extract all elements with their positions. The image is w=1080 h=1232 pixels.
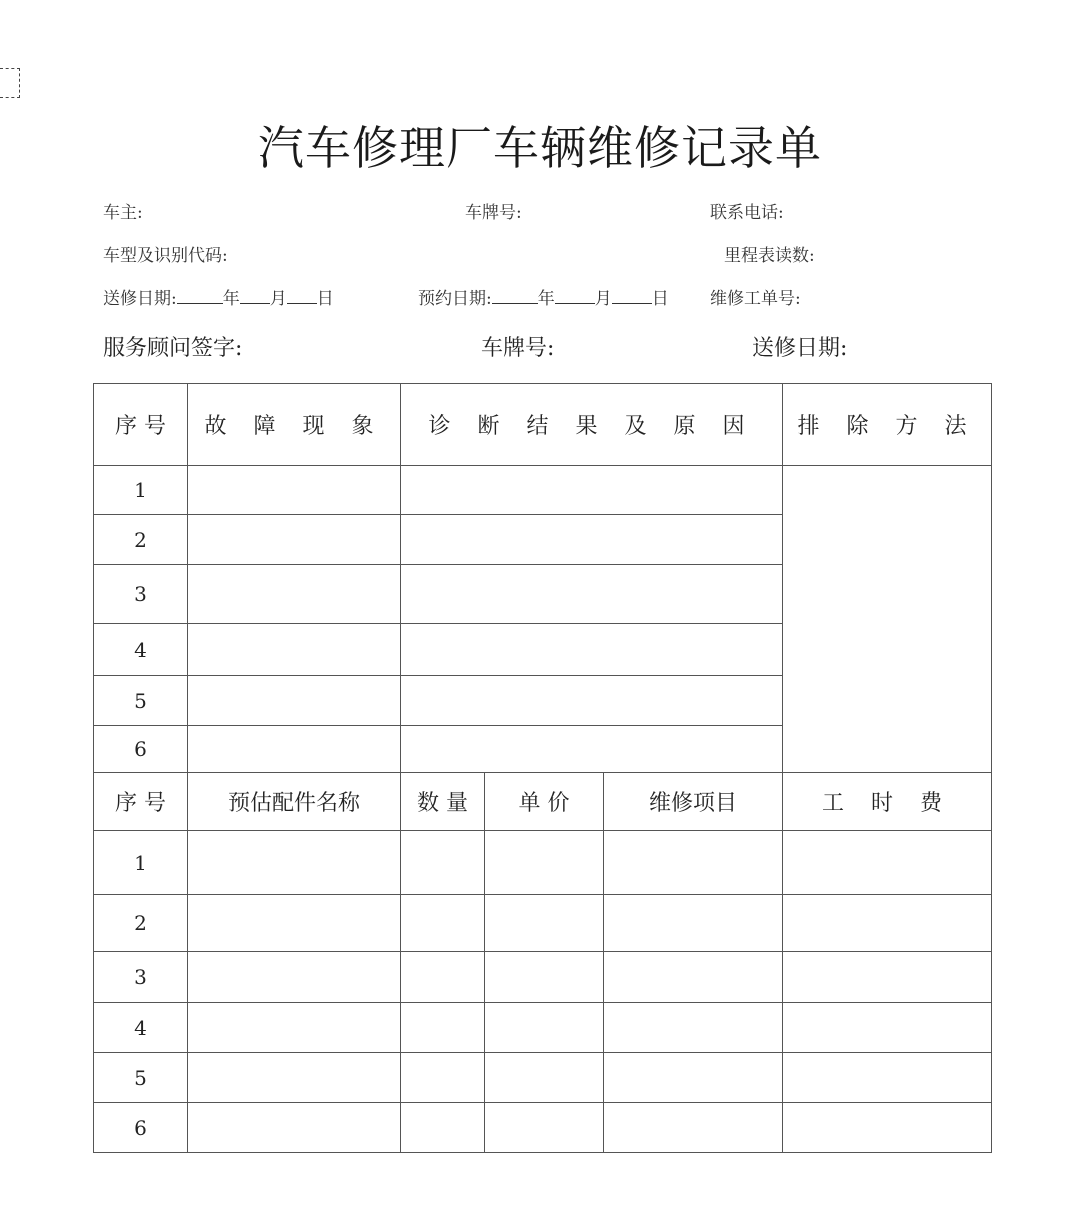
row-number: 5 [94, 1053, 188, 1103]
quantity-cell[interactable] [401, 952, 485, 1003]
appt-month-blank[interactable] [555, 287, 595, 304]
model-vin-field[interactable] [103, 241, 228, 266]
fault-symptom-cell[interactable] [188, 726, 401, 773]
quantity-cell[interactable] [401, 831, 485, 895]
header-quantity: 数 量 [401, 773, 485, 831]
part-name-cell[interactable] [188, 1053, 401, 1103]
appt-day-blank[interactable] [612, 287, 652, 304]
unit-price-cell[interactable] [485, 1103, 604, 1153]
table-row [94, 466, 992, 515]
diagnosis-cell[interactable] [401, 726, 783, 773]
part-name-cell[interactable] [188, 1103, 401, 1153]
work-order-field[interactable] [710, 284, 801, 309]
year-label: 年 [537, 289, 555, 309]
header-serial-no: 序 号 [94, 384, 188, 466]
advisor-signature-field[interactable] [103, 331, 242, 362]
unit-price-cell[interactable] [485, 831, 604, 895]
repair-item-cell[interactable] [604, 1103, 783, 1153]
quantity-cell[interactable] [401, 1003, 485, 1053]
row-number: 5 [94, 676, 188, 726]
repair-item-cell[interactable] [604, 1003, 783, 1053]
plate-label: 车牌号: [465, 203, 522, 223]
fault-symptom-cell[interactable] [188, 466, 401, 515]
quantity-cell[interactable] [401, 1053, 485, 1103]
corner-crop-mark [0, 68, 20, 98]
table-row [94, 831, 992, 895]
phone-label: 联系电话: [710, 203, 784, 223]
plate-field-2[interactable] [481, 331, 554, 362]
fault-symptom-cell[interactable] [188, 624, 401, 676]
send-date-label-2: 送修日期: [752, 336, 848, 361]
labor-fee-cell[interactable] [783, 952, 992, 1003]
fault-diagnosis-table [93, 383, 992, 773]
row-number: 2 [94, 515, 188, 565]
send-day-blank[interactable] [287, 287, 317, 304]
row-number: 4 [94, 624, 188, 676]
plate-field[interactable] [465, 198, 522, 223]
header-diagnosis-cause: 诊 断 结 果 及 原 因 [401, 384, 783, 466]
part-name-cell[interactable] [188, 895, 401, 952]
repair-item-cell[interactable] [604, 952, 783, 1003]
table-row [94, 952, 992, 1003]
owner-label: 车主: [103, 203, 143, 223]
row-number: 6 [94, 1103, 188, 1153]
repair-item-cell[interactable] [604, 895, 783, 952]
unit-price-cell[interactable] [485, 1003, 604, 1053]
row-number: 2 [94, 895, 188, 952]
quantity-cell[interactable] [401, 1103, 485, 1153]
row-number: 3 [94, 952, 188, 1003]
unit-price-cell[interactable] [485, 1053, 604, 1103]
work-order-label: 维修工单号: [710, 289, 801, 309]
appointment-date-label: 预约日期: [418, 289, 492, 309]
table-row [94, 1103, 992, 1153]
labor-fee-cell[interactable] [783, 1003, 992, 1053]
labor-fee-cell[interactable] [783, 895, 992, 952]
month-label: 月 [269, 289, 287, 309]
month-label: 月 [594, 289, 612, 309]
row-number: 1 [94, 466, 188, 515]
plate-label-2: 车牌号: [481, 336, 555, 361]
diagnosis-cell[interactable] [401, 624, 783, 676]
header-labor-fee: 工 时 费 [783, 773, 992, 831]
send-month-blank[interactable] [240, 287, 270, 304]
send-date-field[interactable] [103, 284, 334, 309]
labor-fee-cell[interactable] [783, 1053, 992, 1103]
part-name-cell[interactable] [188, 1003, 401, 1053]
row-number: 4 [94, 1003, 188, 1053]
header-estimated-part-name: 预估配件名称 [188, 773, 401, 831]
fault-symptom-cell[interactable] [188, 565, 401, 624]
advisor-signature-label: 服务顾问签字: [103, 336, 243, 361]
row-number: 6 [94, 726, 188, 773]
header-serial-no: 序 号 [94, 773, 188, 831]
year-label: 年 [222, 289, 240, 309]
unit-price-cell[interactable] [485, 895, 604, 952]
unit-price-cell[interactable] [485, 952, 604, 1003]
diagnosis-cell[interactable] [401, 676, 783, 726]
fault-header-row [94, 384, 992, 466]
diagnosis-cell[interactable] [401, 515, 783, 565]
form-title: 汽车修理厂车辆维修记录单 [258, 121, 822, 175]
part-name-cell[interactable] [188, 952, 401, 1003]
diagnosis-cell[interactable] [401, 565, 783, 624]
header-unit-price: 单 价 [485, 773, 604, 831]
table-row [94, 895, 992, 952]
day-label: 日 [316, 289, 334, 309]
phone-field[interactable] [710, 198, 784, 223]
appointment-date-field[interactable] [418, 284, 669, 309]
row-number: 1 [94, 831, 188, 895]
quantity-cell[interactable] [401, 895, 485, 952]
header-remedy-method: 排 除 方 法 [783, 384, 992, 466]
repair-item-cell[interactable] [604, 831, 783, 895]
row-number: 3 [94, 565, 188, 624]
table-row [94, 1003, 992, 1053]
appt-year-blank[interactable] [492, 287, 538, 304]
parts-labor-table [93, 772, 992, 1153]
remedy-method-cell[interactable] [783, 466, 992, 773]
repair-item-cell[interactable] [604, 1053, 783, 1103]
diagnosis-cell[interactable] [401, 466, 783, 515]
header-repair-item: 维修项目 [604, 773, 783, 831]
odometer-field[interactable] [724, 241, 815, 266]
labor-fee-cell[interactable] [783, 831, 992, 895]
table-row [94, 1053, 992, 1103]
part-name-cell[interactable] [188, 831, 401, 895]
send-date-label: 送修日期: [103, 289, 177, 309]
header-fault-symptom: 故 障 现 象 [188, 384, 401, 466]
parts-header-row [94, 773, 992, 831]
send-date-field-2[interactable] [752, 331, 847, 362]
labor-fee-cell[interactable] [783, 1103, 992, 1153]
fault-symptom-cell[interactable] [188, 676, 401, 726]
model-vin-label: 车型及识别代码: [103, 246, 228, 266]
odometer-label: 里程表读数: [724, 246, 815, 266]
owner-field[interactable] [103, 198, 143, 223]
send-year-blank[interactable] [177, 287, 223, 304]
day-label: 日 [651, 289, 669, 309]
fault-symptom-cell[interactable] [188, 515, 401, 565]
